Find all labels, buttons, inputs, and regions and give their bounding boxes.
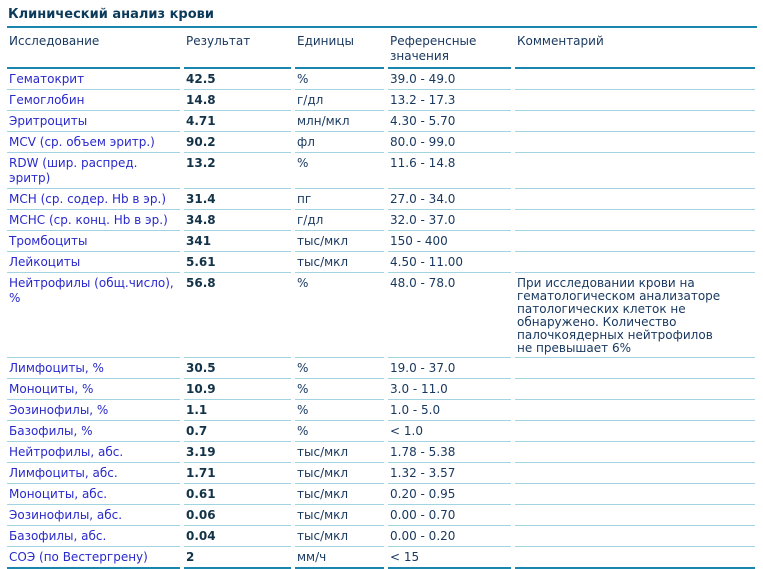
reference-cell: < 15 — [388, 547, 511, 569]
table-row — [7, 210, 755, 231]
units-cell: % — [295, 400, 384, 421]
units-cell: тыс/мкл — [295, 463, 384, 484]
comment-cell — [515, 421, 755, 442]
comment-text — [517, 192, 729, 193]
table-row — [7, 252, 755, 273]
comment-cell — [515, 231, 755, 252]
result-cell: 10.9 — [184, 379, 291, 400]
result-cell: 90.2 — [184, 132, 291, 153]
table-row — [7, 273, 755, 358]
reference-cell: 0.20 - 0.95 — [388, 484, 511, 505]
result-cell: 14.8 — [184, 90, 291, 111]
test-name-cell: Гемоглобин — [7, 90, 180, 111]
comment-text — [517, 508, 729, 509]
comment-text — [517, 403, 729, 404]
reference-cell: 80.0 - 99.0 — [388, 132, 511, 153]
comment-text — [517, 445, 729, 446]
comment-text — [517, 382, 729, 383]
comment-cell — [515, 400, 755, 421]
table-row — [7, 358, 755, 379]
reference-cell: 1.0 - 5.0 — [388, 400, 511, 421]
report-title: Клинический анализ крови — [7, 5, 757, 28]
units-cell: % — [295, 358, 384, 379]
comment-text — [517, 487, 729, 488]
units-cell: % — [295, 421, 384, 442]
result-cell: 34.8 — [184, 210, 291, 231]
reference-cell: 0.00 - 0.70 — [388, 505, 511, 526]
column-header-result: Результат — [184, 28, 291, 69]
table-row — [7, 442, 755, 463]
reference-cell: 19.0 - 37.0 — [388, 358, 511, 379]
column-header-test: Исследование — [7, 28, 180, 69]
result-cell: 56.8 — [184, 273, 291, 358]
test-name-cell: Тромбоциты — [7, 231, 180, 252]
reference-cell: 1.78 - 5.38 — [388, 442, 511, 463]
comment-text — [517, 93, 729, 94]
comment-text — [517, 529, 729, 530]
result-cell: 0.61 — [184, 484, 291, 505]
table-row — [7, 463, 755, 484]
result-cell: 1.1 — [184, 400, 291, 421]
units-cell: % — [295, 153, 384, 189]
table-row — [7, 421, 755, 442]
reference-cell: 0.00 - 0.20 — [388, 526, 511, 547]
comment-cell — [515, 132, 755, 153]
units-cell: тыс/мкл — [295, 442, 384, 463]
comment-text — [517, 72, 729, 73]
comment-cell — [515, 111, 755, 132]
table-header-row — [7, 28, 755, 69]
result-cell: 13.2 — [184, 153, 291, 189]
test-name-cell: СОЭ (по Вестергрену) — [7, 547, 180, 569]
table-row — [7, 231, 755, 252]
comment-text — [517, 424, 729, 425]
table-row — [7, 547, 755, 569]
test-name-cell: MCHC (ср. конц. Hb в эр.) — [7, 210, 180, 231]
table-row — [7, 484, 755, 505]
comment-cell — [515, 189, 755, 210]
table-row — [7, 90, 755, 111]
units-cell: тыс/мкл — [295, 526, 384, 547]
reference-cell: 4.30 - 5.70 — [388, 111, 511, 132]
test-name-cell: Эозинофилы, абс. — [7, 505, 180, 526]
comment-cell — [515, 273, 755, 358]
comment-cell — [515, 69, 755, 90]
comment-cell — [515, 210, 755, 231]
comment-cell — [515, 153, 755, 189]
comment-cell — [515, 463, 755, 484]
result-cell: 0.04 — [184, 526, 291, 547]
test-name-cell: MCH (ср. содер. Hb в эр.) — [7, 189, 180, 210]
result-cell: 1.71 — [184, 463, 291, 484]
table-row — [7, 132, 755, 153]
units-cell: % — [295, 379, 384, 400]
result-cell: 4.71 — [184, 111, 291, 132]
reference-cell: 150 - 400 — [388, 231, 511, 252]
units-cell: фл — [295, 132, 384, 153]
result-cell: 0.06 — [184, 505, 291, 526]
reference-cell: 39.0 - 49.0 — [388, 69, 511, 90]
reference-cell: 3.0 - 11.0 — [388, 379, 511, 400]
test-name-cell: Нейтрофилы (общ.число), % — [7, 273, 180, 358]
reference-cell: 27.0 - 34.0 — [388, 189, 511, 210]
reference-cell: < 1.0 — [388, 421, 511, 442]
units-cell: тыс/мкл — [295, 484, 384, 505]
comment-cell — [515, 547, 755, 569]
comment-text — [517, 213, 729, 214]
column-header-comment: Комментарий — [515, 28, 755, 69]
comment-text — [517, 156, 729, 157]
test-name-cell: Базофилы, % — [7, 421, 180, 442]
reference-cell: 1.32 - 3.57 — [388, 463, 511, 484]
reference-cell: 11.6 - 14.8 — [388, 153, 511, 189]
column-header-reference: Референсные значения — [388, 28, 511, 69]
comment-text — [517, 550, 729, 551]
units-cell: мм/ч — [295, 547, 384, 569]
table-row — [7, 69, 755, 90]
units-cell: тыс/мкл — [295, 505, 384, 526]
test-name-cell: Базофилы, абс. — [7, 526, 180, 547]
comment-cell — [515, 484, 755, 505]
comment-text: При исследовании крови на гематологическом анализаторе патологических клеток не обнаружено. Количество палочкоядерных нейтрофилов не превышает 6% — [517, 276, 721, 355]
comment-cell — [515, 505, 755, 526]
test-name-cell: RDW (шир. распред. эритр) — [7, 153, 180, 189]
test-name-cell: Гематокрит — [7, 69, 180, 90]
units-cell: тыс/мкл — [295, 252, 384, 273]
table-row — [7, 111, 755, 132]
comment-text — [517, 255, 729, 256]
result-cell: 5.61 — [184, 252, 291, 273]
table-row — [7, 400, 755, 421]
test-name-cell: Лимфоциты, абс. — [7, 463, 180, 484]
result-cell: 31.4 — [184, 189, 291, 210]
table-row — [7, 526, 755, 547]
table-row — [7, 153, 755, 189]
result-cell: 42.5 — [184, 69, 291, 90]
test-name-cell: MCV (ср. объем эритр.) — [7, 132, 180, 153]
comment-text — [517, 135, 729, 136]
units-cell: г/дл — [295, 210, 384, 231]
comment-text — [517, 234, 729, 235]
test-name-cell: Нейтрофилы, абс. — [7, 442, 180, 463]
test-name-cell: Эритроциты — [7, 111, 180, 132]
reference-cell: 32.0 - 37.0 — [388, 210, 511, 231]
units-cell: г/дл — [295, 90, 384, 111]
table-row — [7, 505, 755, 526]
test-name-cell: Эозинофилы, % — [7, 400, 180, 421]
result-cell: 3.19 — [184, 442, 291, 463]
comment-cell — [515, 252, 755, 273]
comment-text — [517, 114, 729, 115]
test-name-cell: Моноциты, % — [7, 379, 180, 400]
comment-cell — [515, 379, 755, 400]
comment-text — [517, 466, 729, 467]
units-cell: млн/мкл — [295, 111, 384, 132]
comment-cell — [515, 442, 755, 463]
result-cell: 2 — [184, 547, 291, 569]
table-body — [7, 69, 755, 569]
result-cell: 0.7 — [184, 421, 291, 442]
lab-results-table — [3, 28, 759, 569]
table-row — [7, 189, 755, 210]
comment-text — [517, 361, 729, 362]
column-header-units: Единицы — [295, 28, 384, 69]
result-cell: 30.5 — [184, 358, 291, 379]
comment-cell — [515, 90, 755, 111]
test-name-cell: Лимфоциты, % — [7, 358, 180, 379]
reference-cell: 13.2 - 17.3 — [388, 90, 511, 111]
units-cell: пг — [295, 189, 384, 210]
comment-cell — [515, 526, 755, 547]
test-name-cell: Моноциты, абс. — [7, 484, 180, 505]
test-name-cell: Лейкоциты — [7, 252, 180, 273]
reference-cell: 48.0 - 78.0 — [388, 273, 511, 358]
result-cell: 341 — [184, 231, 291, 252]
units-cell: тыс/мкл — [295, 231, 384, 252]
units-cell: % — [295, 273, 384, 358]
units-cell: % — [295, 69, 384, 90]
table-row — [7, 379, 755, 400]
comment-cell — [515, 358, 755, 379]
reference-cell: 4.50 - 11.00 — [388, 252, 511, 273]
